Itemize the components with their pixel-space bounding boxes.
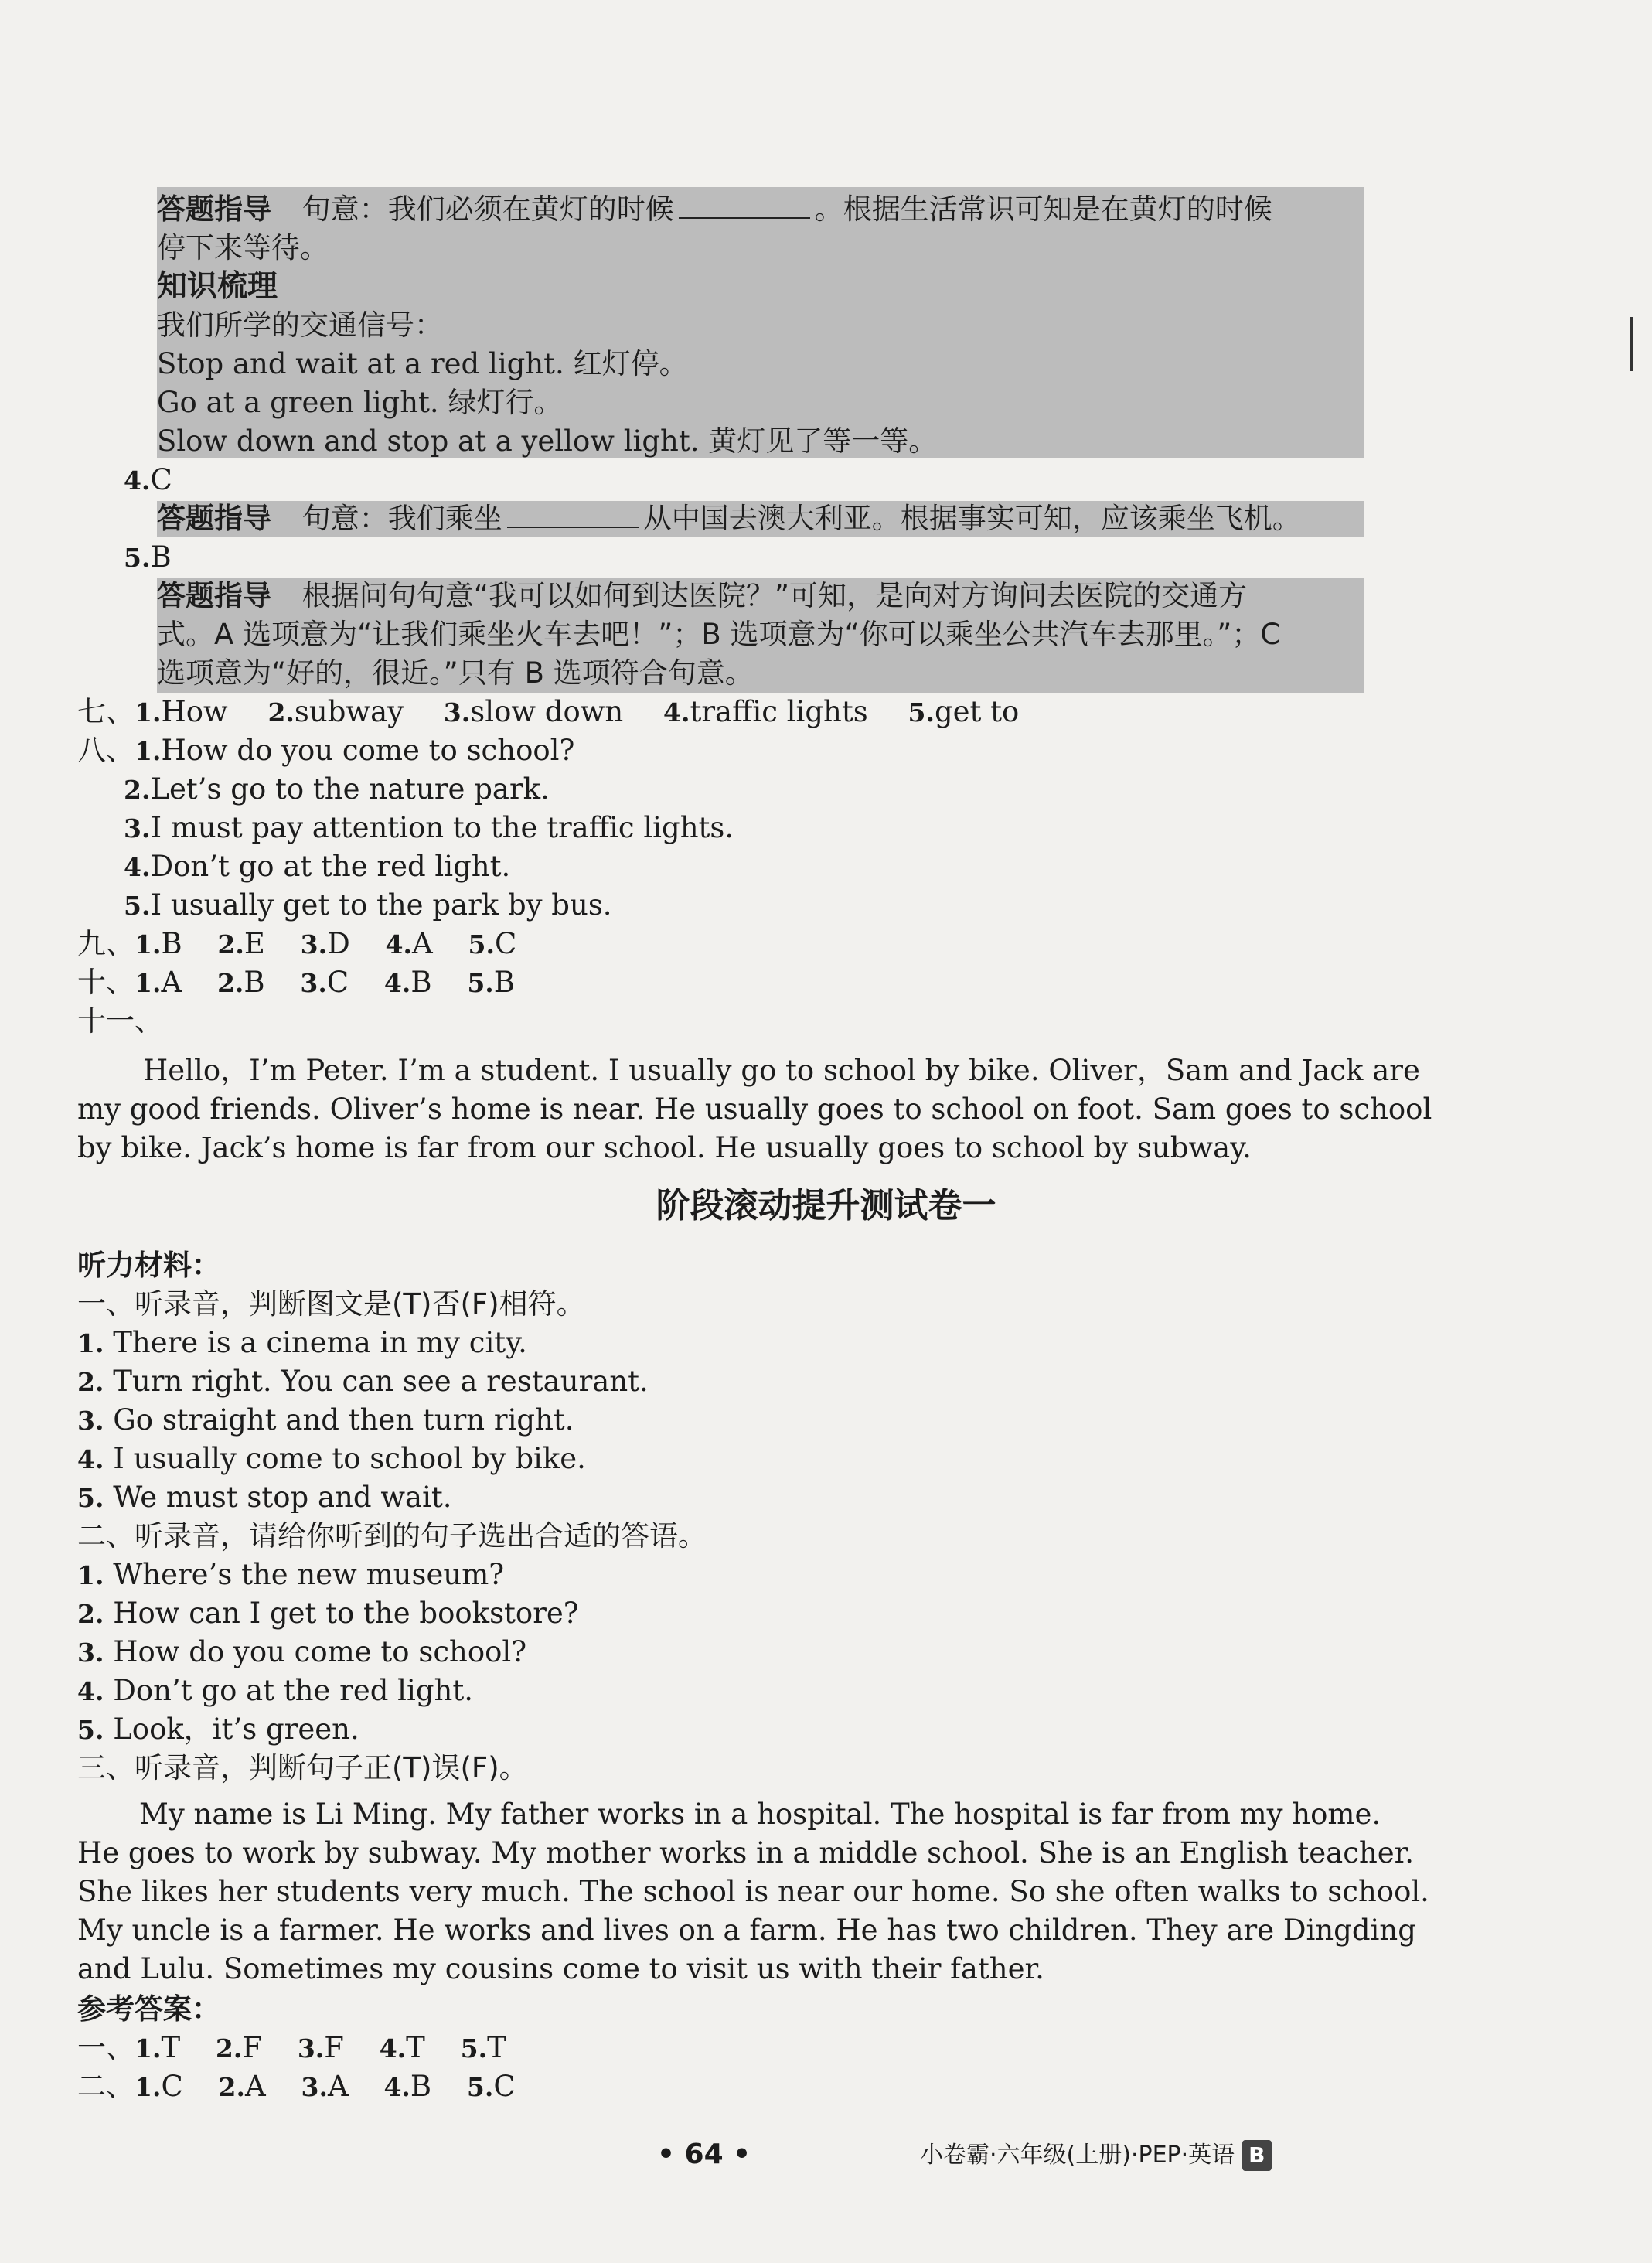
item-answer: B	[410, 2070, 432, 2103]
rule-green: Go at a green light. 绿灯行。	[157, 386, 563, 419]
rule-red: Stop and wait at a red light. 红灯停。	[157, 347, 688, 380]
item-answer: A	[161, 966, 182, 999]
guide-line-1	[157, 190, 1272, 229]
item-number: 5.	[468, 929, 495, 959]
item-text: How can I get to the bookstore?	[113, 1597, 579, 1630]
item-number: 4.	[383, 2072, 410, 2102]
item-answer: Don’t go at the red light.	[150, 850, 511, 883]
item-number: 3.	[301, 2072, 328, 2102]
item-number: 4.	[663, 697, 690, 728]
item-number: 4.	[385, 929, 412, 959]
guide-text: 从中国去澳大利亚。根据事实可知，应该乘坐飞机。	[642, 502, 1301, 535]
item-number: 2.	[217, 929, 244, 959]
item-answer: C	[494, 927, 517, 960]
item-number: 1.	[135, 2072, 162, 2102]
item-answer: F	[242, 2031, 263, 2064]
item-number: 1.	[135, 736, 162, 766]
item-answer: T	[161, 2031, 181, 2064]
part3-line-3: She likes her students very much. The school is near our home. So she often walks to school.	[77, 1875, 1429, 1908]
section-10	[77, 963, 515, 1003]
item-answer: D	[327, 927, 350, 960]
item-number: 5.	[908, 697, 935, 728]
q5-number: 5.	[124, 543, 151, 573]
item-text: We must stop and wait.	[113, 1481, 452, 1514]
section-prefix: 十、	[77, 966, 135, 999]
guide-label: 答题指导	[157, 579, 271, 612]
item-number: 2.	[216, 968, 244, 998]
item-number: 1.	[135, 2033, 162, 2064]
item-number: 1.	[135, 929, 162, 959]
item-answer: How do you come to school?	[161, 734, 575, 767]
section-11-line-1: Hello，I’m Peter. I’m a student. I usually go to school by bike. Oliver，Sam and Jack are	[143, 1054, 1420, 1087]
item-number: 2.	[267, 697, 295, 728]
item-number: 1.	[77, 1328, 104, 1358]
part2-heading: 二、听录音，请给你听到的句子选出合适的答语。	[77, 1519, 707, 1552]
section-9	[77, 925, 516, 964]
item-text: I usually come to school by bike.	[113, 1442, 586, 1475]
section-11-line-2: my good friends. Oliver’s home is near. He usually goes to school on foot. Sam goes to school	[77, 1092, 1432, 1126]
section-8-item-2	[124, 770, 550, 809]
item-number: 5.	[77, 1483, 104, 1513]
section-8-item-4	[124, 847, 510, 887]
q5-value: B	[150, 540, 172, 574]
part2-item-3	[77, 1633, 526, 1672]
guide-label: 答题指导	[157, 502, 271, 535]
answer-blank	[507, 500, 639, 528]
item-number: 2.	[218, 2072, 245, 2102]
item-number: 1.	[135, 968, 162, 998]
item-answer: B	[244, 966, 265, 999]
guide-text: 句意：我们乘坐	[301, 502, 502, 535]
part1-item-3	[77, 1401, 574, 1440]
item-number: 5.	[77, 1715, 104, 1745]
guide-line-2: 停下来等待。	[157, 231, 329, 264]
part1-item-2	[77, 1362, 649, 1402]
item-number: 4.	[77, 1676, 104, 1706]
reference-row-1	[77, 2029, 506, 2068]
part3-line-4: My uncle is a farmer. He works and lives on a farm. He has two children. They are Dingding	[77, 1914, 1416, 1947]
item-answer: T	[487, 2031, 506, 2064]
part3-line-1: My name is Li Ming. My father works in a hospital. The hospital is far from my home.	[139, 1798, 1381, 1831]
section-8-item-1	[77, 731, 574, 771]
item-number: 3.	[300, 968, 327, 998]
guide-text: 句意：我们必须在黄灯的时候	[301, 193, 674, 226]
section-prefix: 七、	[77, 695, 135, 728]
item-number: 2.	[77, 1599, 104, 1629]
part2-item-2	[77, 1594, 579, 1634]
section-7	[77, 693, 1019, 732]
guide-label: 答题指导	[157, 193, 271, 226]
item-number: 2.	[77, 1367, 104, 1397]
item-number: 4.	[77, 1444, 104, 1474]
part2-item-5	[77, 1710, 359, 1750]
item-text: Go straight and then turn right.	[113, 1403, 574, 1437]
item-number: 2.	[215, 2033, 243, 2064]
item-answer: slow down	[470, 695, 624, 728]
q4-guide	[157, 499, 1301, 538]
item-text: Turn right. You can see a restaurant.	[113, 1365, 649, 1398]
section-prefix: 九、	[77, 927, 135, 960]
guide-text: 根据问句句意“我可以如何到达医院？”可知，是向对方询问去医院的交通方	[301, 579, 1248, 612]
edition-badge: B	[1242, 2140, 1271, 2171]
item-answer: I usually get to the park by bus.	[150, 888, 612, 922]
section-prefix: 八、	[77, 734, 135, 767]
part1-heading: 一、听录音，判断图文是(T)否(F)相符。	[77, 1287, 585, 1321]
item-answer: F	[324, 2031, 344, 2064]
reference-row-2	[77, 2067, 516, 2107]
item-answer: B	[161, 927, 182, 960]
item-answer: C	[493, 2070, 516, 2103]
q5-guide-line-1	[157, 577, 1247, 615]
section-11-prefix: 十一、	[77, 1004, 163, 1038]
item-number: 3.	[77, 1638, 104, 1668]
item-answer: How	[161, 695, 228, 728]
section-8-item-5	[124, 886, 612, 925]
item-answer: A	[244, 2070, 266, 2103]
knowledge-label: 知识梳理	[157, 269, 278, 304]
listening-label: 听力材料：	[77, 1249, 220, 1282]
item-answer: traffic lights	[690, 695, 868, 728]
item-answer: E	[244, 927, 265, 960]
item-answer: I must pay attention to the traffic lights.	[150, 811, 734, 844]
part3-line-5: and Lulu. Sometimes my cousins come to visit us with their father.	[77, 1952, 1044, 1985]
item-number: 2.	[124, 775, 151, 805]
section-prefix: 一、	[77, 2031, 135, 2064]
guide-text: 。根据生活常识可知是在黄灯的时候	[814, 193, 1272, 226]
item-answer: A	[412, 927, 433, 960]
item-text: How do you come to school?	[113, 1635, 527, 1668]
page-number: • 64 •	[657, 2139, 751, 2170]
item-number: 4.	[124, 852, 151, 882]
answer-blank	[679, 191, 810, 219]
item-answer: Let’s go to the nature park.	[150, 772, 550, 806]
item-answer: get to	[934, 695, 1020, 728]
part3-heading: 三、听录音，判断句子正(T)误(F)。	[77, 1751, 528, 1784]
q4-answer	[124, 461, 172, 500]
part1-item-1	[77, 1324, 527, 1363]
item-number: 4.	[379, 2033, 407, 2064]
test-title: 阶段滚动提升测试卷一	[656, 1186, 996, 1225]
item-number: 4.	[383, 968, 411, 998]
q5-guide-line-3: 选项意为“好的，很近。”只有 B 选项符合句意。	[157, 656, 754, 690]
item-number: 3.	[77, 1406, 104, 1436]
part2-item-1	[77, 1556, 504, 1595]
q4-number: 4.	[124, 465, 151, 496]
knowledge-intro: 我们所学的交通信号：	[157, 308, 443, 342]
part3-line-2: He goes to work by subway. My mother works in a middle school. She is an English teacher.	[77, 1836, 1415, 1869]
section-8-item-3	[124, 809, 734, 848]
reference-label: 参考答案：	[77, 1992, 220, 2026]
item-answer: subway	[294, 695, 404, 728]
item-number: 5.	[466, 2072, 494, 2102]
part1-item-4	[77, 1440, 586, 1479]
item-number: 5.	[460, 2033, 488, 2064]
part2-item-4	[77, 1672, 473, 1711]
item-number: 3.	[124, 813, 151, 844]
q5-guide-line-2: 式。A 选项意为“让我们乘坐火车去吧！”；B 选项意为“你可以乘坐公共汽车去那里。”；C	[157, 618, 1281, 651]
section-11-line-3: by bike. Jack’s home is far from our school. He usually goes to school by subway.	[77, 1131, 1252, 1164]
item-number: 5.	[467, 968, 494, 998]
item-number: 1.	[77, 1560, 104, 1590]
item-text: Look，it’s green.	[113, 1713, 359, 1746]
item-number: 3.	[297, 2033, 325, 2064]
page-edge-mark	[1630, 317, 1633, 371]
item-answer: B	[493, 966, 515, 999]
item-answer: B	[410, 966, 432, 999]
item-answer: T	[406, 2031, 425, 2064]
book-title: 小卷霸·六年级(上册)·PEP·英语	[920, 2142, 1235, 2169]
q5-answer	[124, 538, 172, 578]
section-prefix: 二、	[77, 2070, 135, 2103]
item-number: 3.	[443, 697, 471, 728]
item-number: 3.	[300, 929, 328, 959]
item-answer: C	[161, 2070, 183, 2103]
rule-yellow: Slow down and stop at a yellow light. 黄灯见了等一等。	[157, 424, 938, 458]
item-text: There is a cinema in my city.	[113, 1326, 527, 1359]
item-number: 1.	[135, 697, 162, 728]
q4-value: C	[150, 463, 172, 496]
item-text: Where’s the new museum?	[113, 1558, 505, 1591]
part1-item-5	[77, 1478, 452, 1518]
item-answer: C	[326, 966, 349, 999]
item-text: Don’t go at the red light.	[113, 1674, 473, 1707]
item-answer: A	[327, 2070, 349, 2103]
item-number: 5.	[124, 891, 151, 921]
book-info	[920, 2140, 1272, 2171]
